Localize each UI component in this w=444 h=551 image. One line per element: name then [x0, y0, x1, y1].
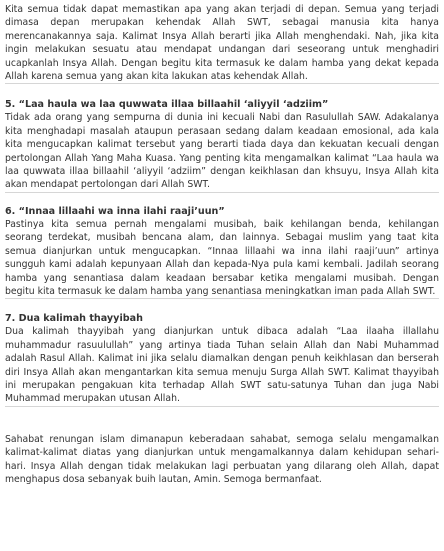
closing-paragraph: Sahabat renungan islam dimanapun keberadaan sahabat, semoga selalu mengamalkan kalimat-kalimat diatas yang dianjurkan untuk mengamalkannya dalam kehidupan sehari-hari. Insya Allah dengan tidak melakukan lagi perbuatan yang dilarang oleh Allah, dapat menghapus dosa sebanyak buih lautan, Amin. Semoga bermanfaat.: [5, 433, 439, 485]
section-6-heading: 6. “Innaa lillaahi wa inna ilahi raaji’uun”: [5, 205, 225, 217]
section-divider: [5, 406, 439, 407]
section-5-paragraph: Tidak ada orang yang sempurna di dunia ini kecuali Nabi dan Rasulullah SAW. Adakalanya kita menghadapi masalah ataupun perasaan sedang dalam keadaan emosional, ada kala kita mengucapkan kalimat tersebut yang berarti tiada daya dan kekuatan kecuali dengan pertolongan Allah Yang Maha Kuasa. Yang penting kita mengamalkan kalimat “Laa haula wa laa quwwata illaa billaahil ‘aliyyil ‘adziim” dengan keikhlasan dan khsuyu, Insya Allah kita akan mendapat pertolongan dari Allah SWT.: [5, 112, 439, 191]
section-5-heading: 5. “Laa haula wa laa quwwata illaa billaahil ‘aliyyil ‘adziim”: [5, 99, 329, 111]
section-divider: [5, 192, 439, 193]
section-6-paragraph: Pastinya kita semua pernah mengalami musibah, baik kehilangan benda, kehilangan seorang terdekat, musibah bencana alam, dan lainnya. Sebagai muslim yang taat kita semua dianjurkan untuk mengucapkan. “Innaa lillaahi wa inna ilahi raaji’uun” artinya sungguh kami adalah kepunyaan Allah dan kepada-Nya pula kami kembali. Jadilah seorang hamba yang senantiasa dalam keadaan bersabar ketika mengalami musibah. Dengan begitu kita termasuk ke dalam hamba yang senantiasa meningkatkan iman pada Allah SWT.: [5, 218, 439, 297]
intro-paragraph: Kita semua tidak dapat memastikan apa yang akan terjadi di depan. Semua yang terjadi dimasa depan merupakan kehendak Allah SWT, sebagai manusia kita hanya merencanakannya saja. Kalimat Insya Allah berarti jika Allah menghendaki. Nah, jika kita ingin melakukan sesuatu atau mendapat undangan dari seseorang untuk menghadiri ucapkanlah Insya Allah. Dengan begitu kita termasuk ke dalam hamba yang dekat kepada Allah karena semua yang akan kita lakukan atas kehendak Allah.: [5, 4, 439, 83]
section-7-heading: 7. Dua kalimah thayyibah: [5, 313, 143, 325]
section-divider: [5, 83, 439, 84]
section-divider: [5, 298, 439, 299]
section-7-paragraph: Dua kalimah thayyibah yang dianjurkan untuk dibaca adalah “Laa ilaaha illallahu muhammadur rasuulullah” yang artinya tiada Tuhan selain Allah dan Nabi Muhammad adalah Rasul Allah. Kalimat ini jika selalu diamalkan dengan penuh keikhlasan dan berserah diri Insya Allah akan mengantarkan kita semua menuju Surga Allah SWT. Kalimat thayyibah ini merupakan pengakuan kita terhadap Allah SWT satu-satunya Tuhan dan juga Nabi Muhammad merupakan utusan Allah.: [5, 326, 439, 405]
